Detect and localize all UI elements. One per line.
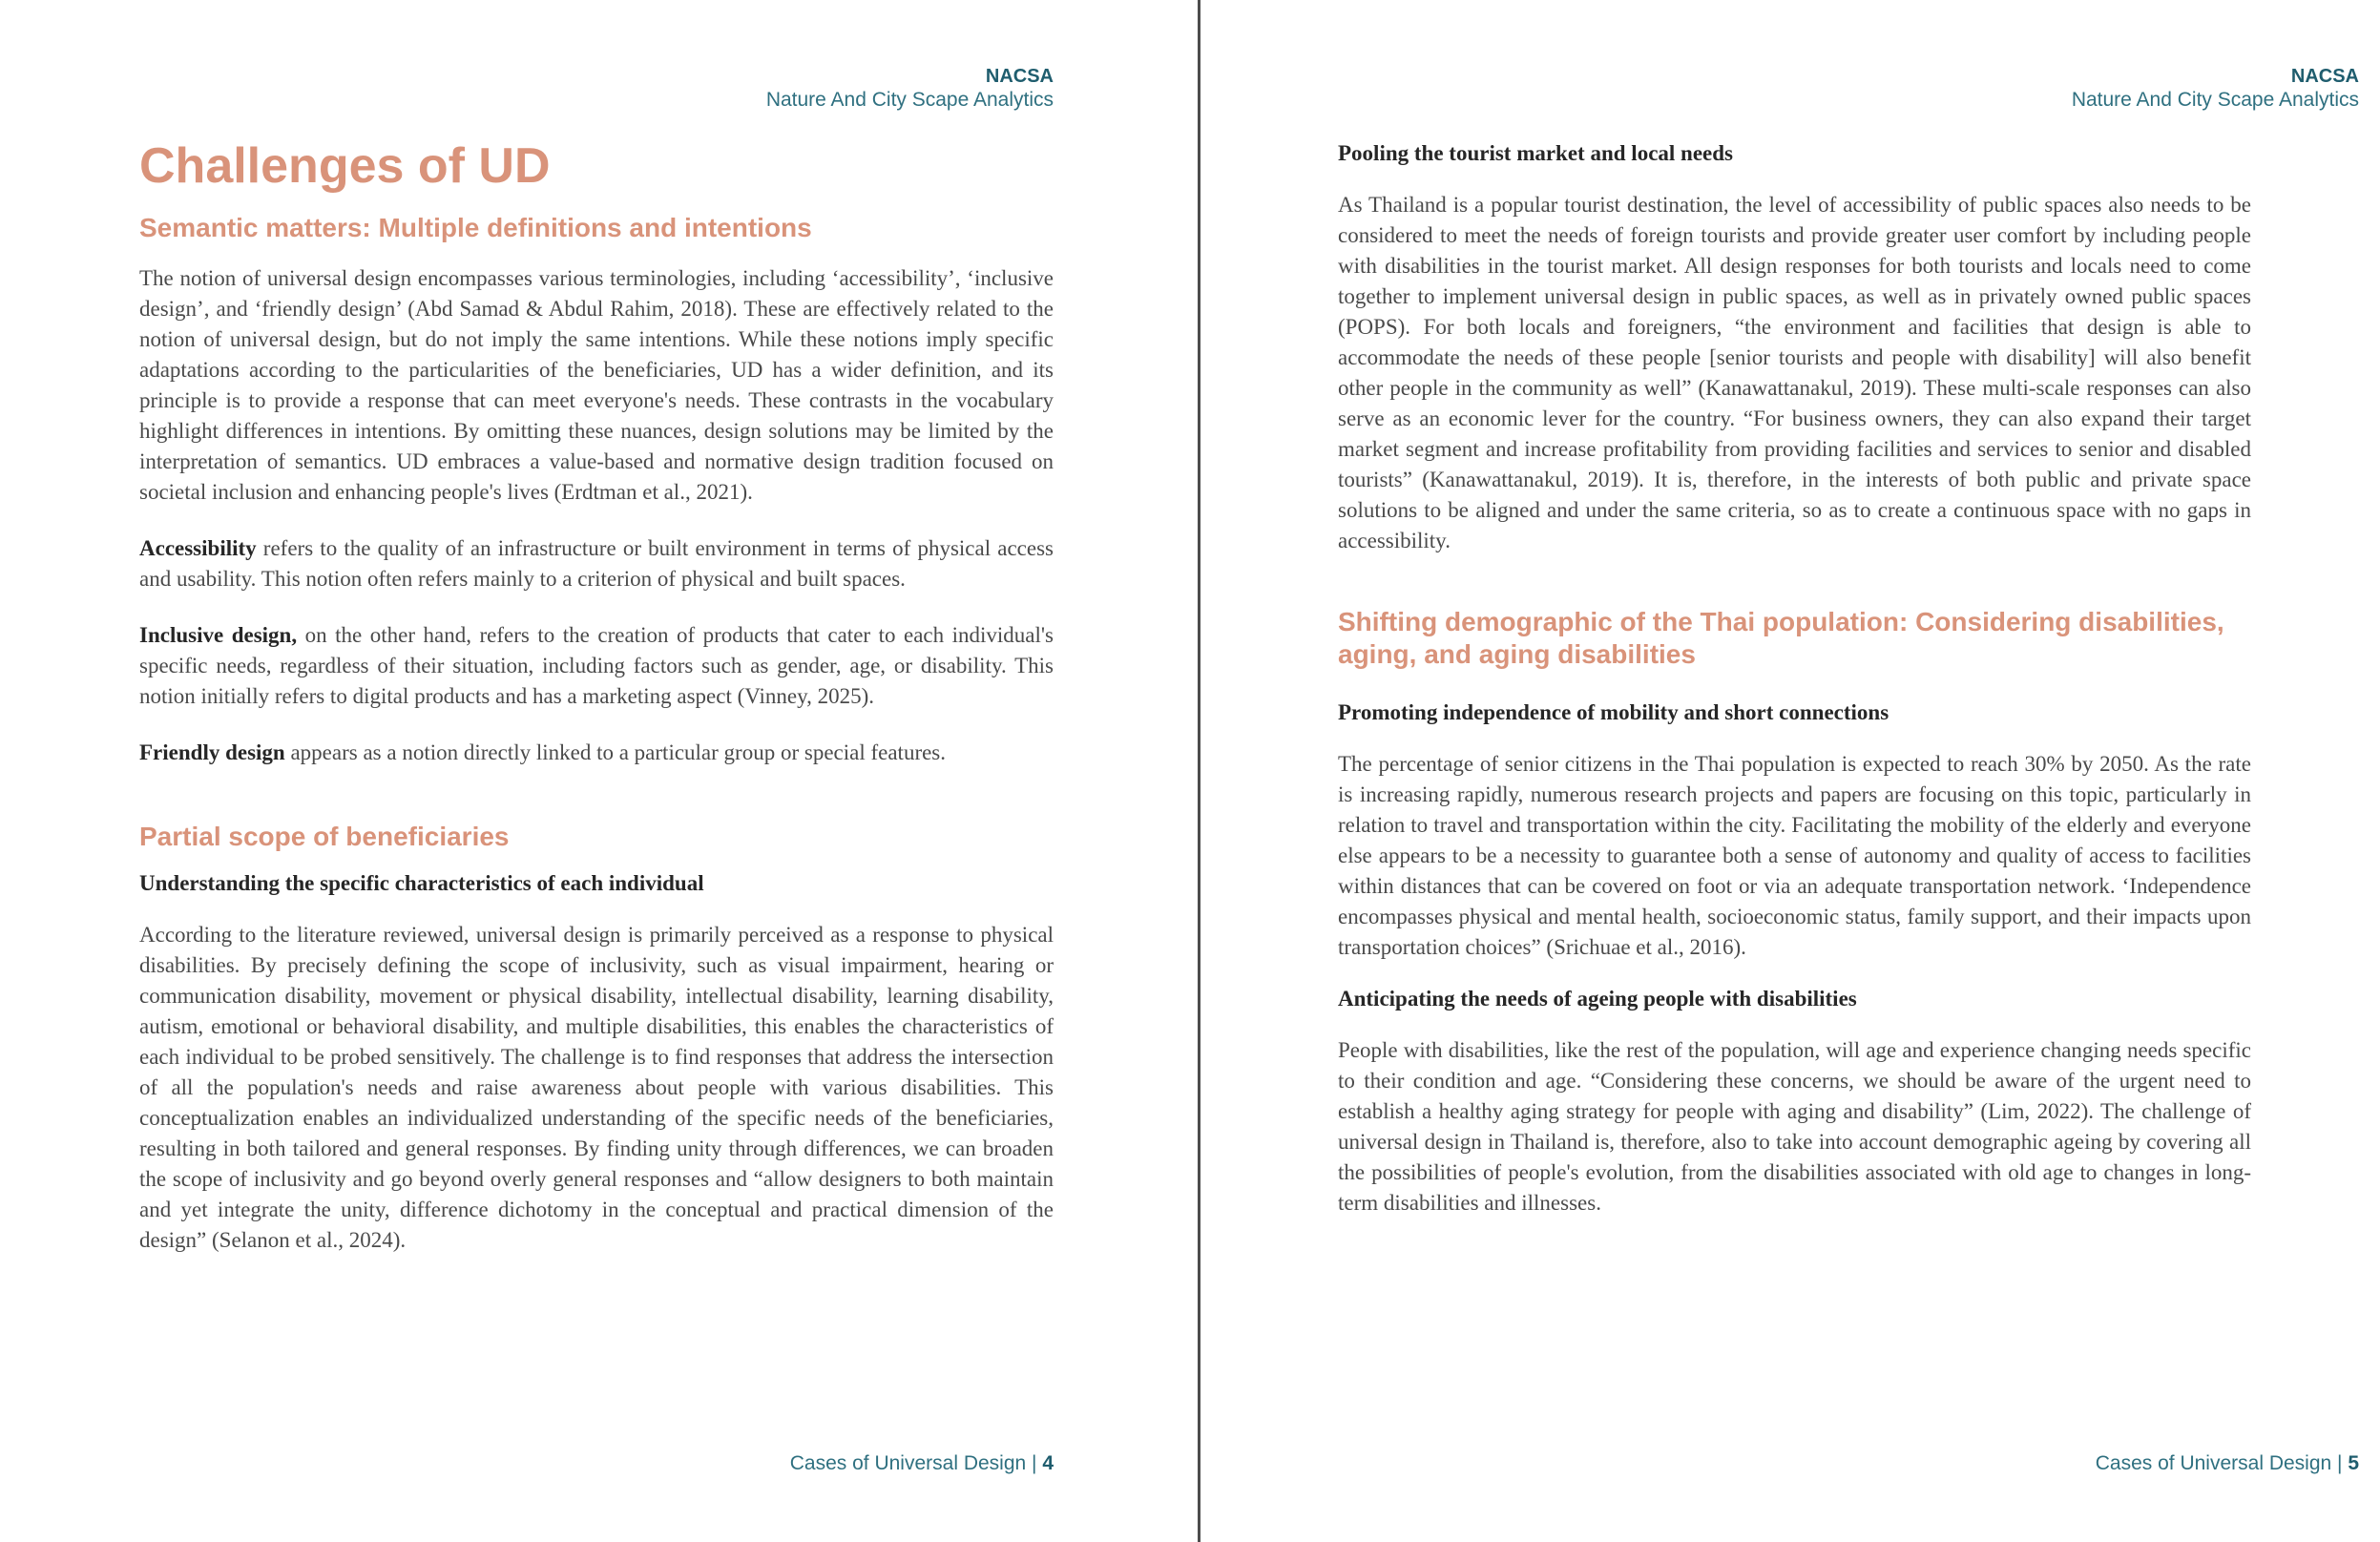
paragraph-tourist-destination: As Thailand is a popular tourist destination, the level of accessibility of public spaces also needs to be considered to meet the needs of foreign tourists and provide greater user comfort by including people with disabilities in the tourist market. All design responses for both tourists and locals need to come together to implement universal design in public spaces, as well as in privately owned public spaces (POPS). For both locals and foreigners, “the environment and facilities that design is able to accommodate the needs of these people [senior tourists and people with disability] will also benefit other people in the community as well” (Kanawattanakul, 2019). These multi-scale responses can also serve as an economic lever for the country. “For business owners, they can also expand their target market segment and increase profitability from providing facilities and services to senior and disabled tourists” (Kanawattanakul, 2019). It is, therefore, in the interests of both public and private space solutions to be aligned and under the same criteria, so as to create a continuous space with no gaps in accessibility. bbox=[1338, 193, 2251, 552]
term-accessibility: Accessibility bbox=[139, 536, 257, 560]
section-heading-semantic: Semantic matters: Multiple definitions and intentions bbox=[139, 213, 812, 242]
term-friendly-design: Friendly design bbox=[139, 740, 285, 764]
definition-friendly-design: appears as a notion directly linked to a particular group or special features. bbox=[284, 740, 947, 764]
header-brand: NACSA bbox=[985, 66, 1054, 87]
paragraph-ageing-people: People with disabilities, like the rest of the population, will age and experience changing needs specific to their condition and age. “Considering these concerns, we should be aware of the urgent need to establish a healthy aging strategy for people with aging and disability” (Lim, 2022). The challenge of universal design in Thailand is, therefore, also to take into account demographic ageing by covering all the possibilities of people's evolution, from the disabilities associated with old age to changes in long-term disabilities and illnesses. bbox=[1338, 1038, 2251, 1215]
page-footer bbox=[2096, 1452, 2359, 1475]
subheading-tourist-market: Pooling the tourist market and local needs bbox=[1338, 141, 1733, 165]
footer-label: Cases of Universal Design | bbox=[789, 1452, 1043, 1474]
subheading-specific-characteristics: Understanding the specific characteristics of each individual bbox=[139, 871, 704, 895]
page-header bbox=[766, 65, 1054, 112]
right-page bbox=[1200, 0, 2380, 1542]
header-subtitle: Nature And City Scape Analytics bbox=[765, 89, 1054, 111]
page-number: 4 bbox=[1042, 1452, 1054, 1474]
right-content bbox=[1338, 138, 2251, 1219]
paragraph-literature-review: According to the literature reviewed, universal design is primarily perceived as a response to physical disabilities. By precisely defining the scope of inclusivity, such as visual impairment, hearing or communication disability, movement or physical disability, intellectual disability, learning disability, autism, emotional or behavioral disability, and multiple disabilities, this enables the characteristics of each individual to be probed sensitively. The challenge is to find responses that address the intersection of all the population's needs and raise awareness about people with various disabilities. This conceptualization enables an individualized understanding of the specific needs of the beneficiaries, resulting in both tailored and general responses. By finding unity through differences, we can broaden the scope of inclusivity and go beyond overly general responses and “allow designers to both maintain and yet integrate the unity, difference dichotomy in the conceptual and practical dimension of the design” (Selanon et al., 2024). bbox=[139, 923, 1054, 1252]
footer-label: Cases of Universal Design | bbox=[2095, 1452, 2349, 1474]
section-heading-beneficiaries: Partial scope of beneficiaries bbox=[139, 822, 510, 851]
left-content bbox=[139, 132, 1054, 1256]
term-inclusive-design: Inclusive design, bbox=[139, 623, 298, 647]
header-brand: NACSA bbox=[2290, 66, 2359, 87]
paragraph-inclusive-design bbox=[139, 620, 1054, 712]
page-footer bbox=[790, 1452, 1054, 1475]
definition-accessibility: refers to the quality of an infrastructure or built environment in terms of physical access and usability. This notion often refers mainly to a criterion of physical and built spaces. bbox=[139, 536, 1054, 591]
subheading-mobility-independence: Promoting independence of mobility and short connections bbox=[1338, 700, 1889, 724]
section-heading-demographic: Shifting demographic of the Thai population: Considering disabilities, aging, and aging disabilities bbox=[1338, 607, 2224, 669]
subheading-ageing-disabilities: Anticipating the needs of ageing people with disabilities bbox=[1338, 987, 1857, 1011]
paragraph-universal-design-notion: The notion of universal design encompasses various terminologies, including ‘accessibility’, ‘inclusive design’, and ‘friendly design’ (Abd Samad & Abdul Rahim, 2018). These are effectively related to the notion of universal design, but do not imply the same intentions. While these notions imply specific adaptations according to the particularities of the beneficiaries, UD has a wider definition, and its principle is to provide a response that can meet everyone's needs. These contrasts in the vocabulary highlight differences in intentions. By omitting these nuances, design solutions may be limited by the interpretation of semantics. UD embraces a value-based and normative design tradition focused on societal inclusion and enhancing people's lives (Erdtman et al., 2021). bbox=[139, 266, 1054, 504]
page-header bbox=[2072, 65, 2359, 112]
definition-inclusive-design: on the other hand, refers to the creation of products that cater to each individual's specific needs, regardless of their situation, including factors such as gender, age, or disability. This notion initially refers to digital products and has a marketing aspect (Vinney, 2025). bbox=[139, 623, 1054, 708]
page-number: 5 bbox=[2348, 1452, 2359, 1474]
header-subtitle: Nature And City Scape Analytics bbox=[2071, 89, 2359, 111]
paragraph-friendly-design bbox=[139, 738, 1054, 768]
page-title: Challenges of UD bbox=[139, 138, 551, 194]
paragraph-accessibility bbox=[139, 533, 1054, 594]
paragraph-senior-citizens: The percentage of senior citizens in the Thai population is expected to reach 30% by 2050. As the rate is increasing rapidly, numerous research projects and papers are focusing on this topic, particularly in relation to travel and transportation within the city. Facilitating the mobility of the elderly and everyone else appears to be a necessity to guarantee both a sense of autonomy and quality of access to facilities within distances that can be covered on foot or via an adequate transportation network. ‘Independence encompasses physical and mental health, socioeconomic status, family support, and their impacts upon transportation choices” (Srichuae et al., 2016). bbox=[1338, 752, 2251, 959]
